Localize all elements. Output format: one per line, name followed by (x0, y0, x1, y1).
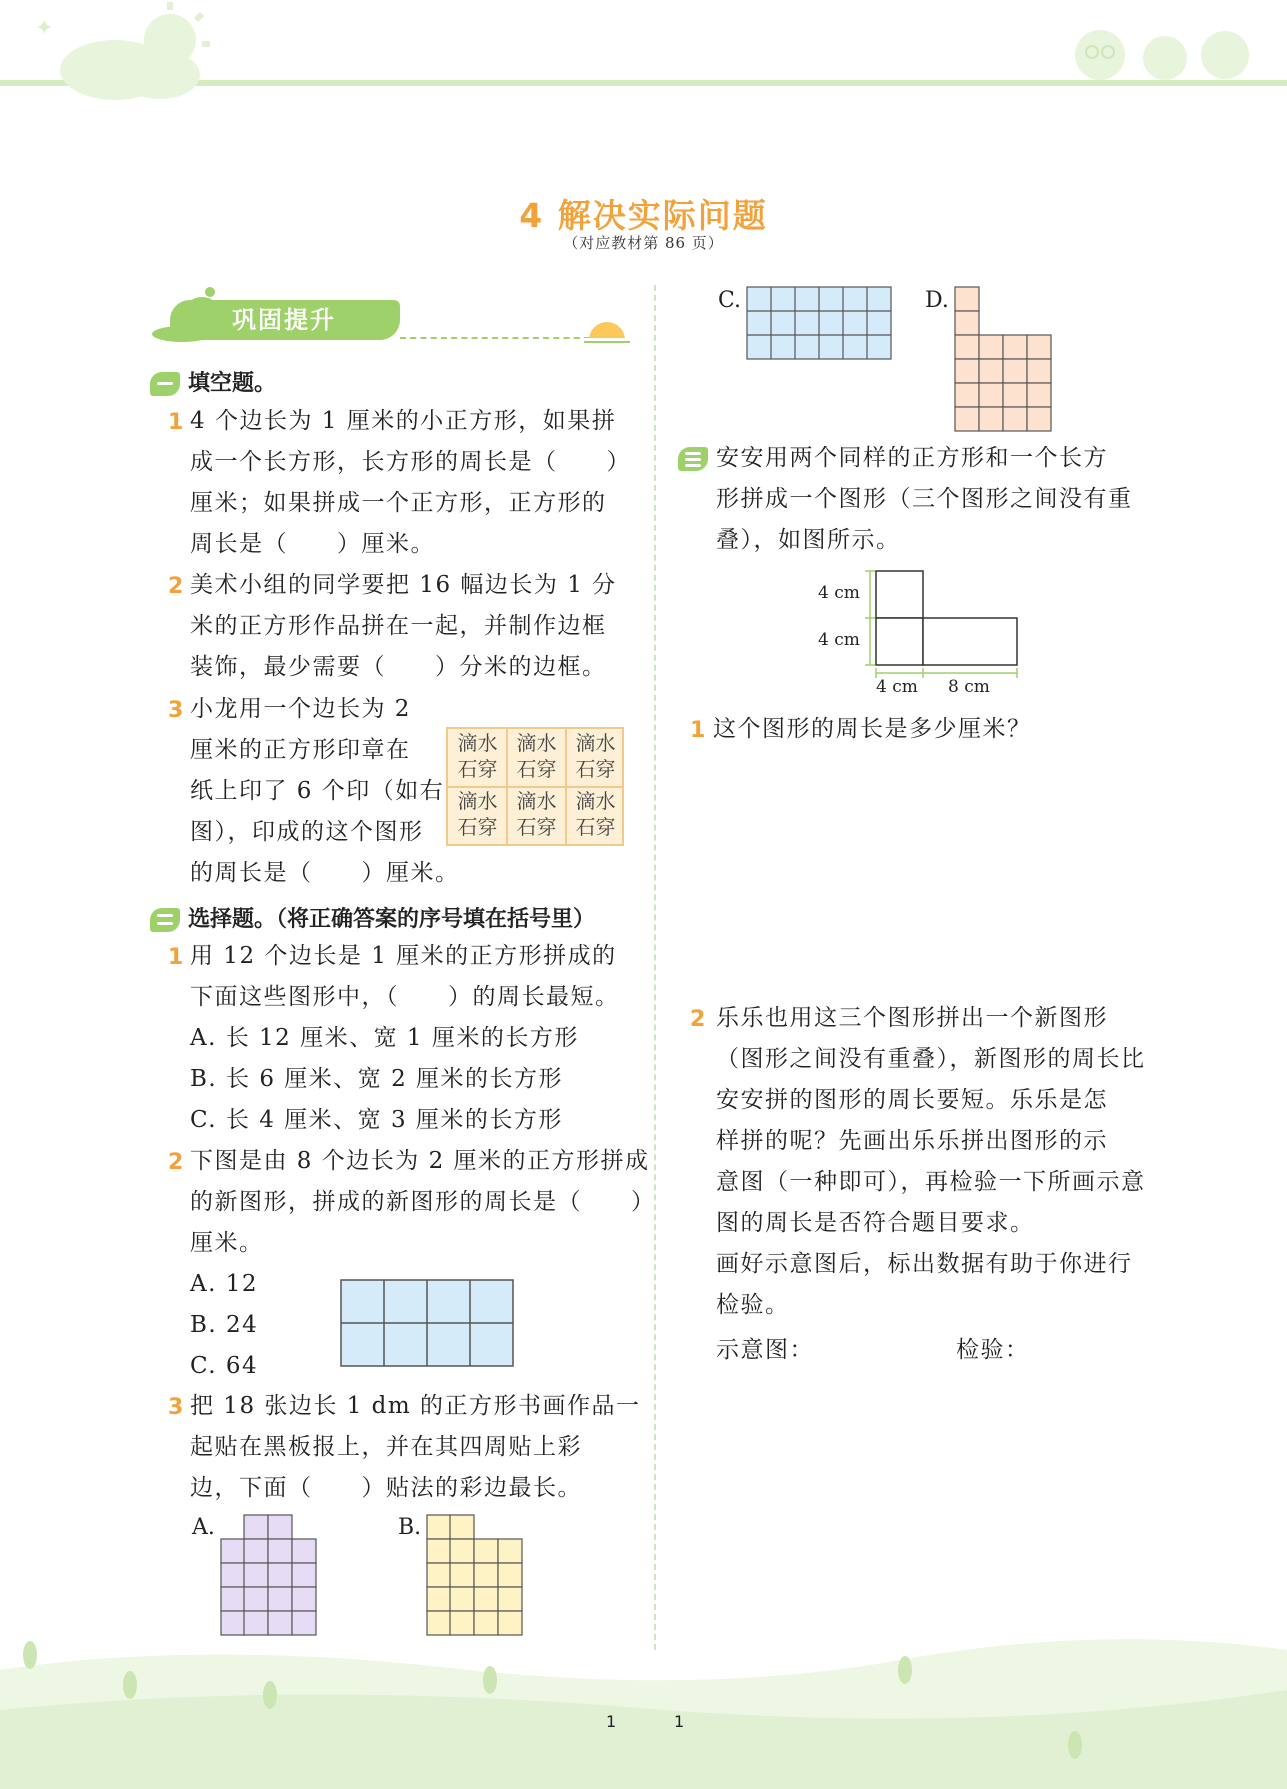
stamp-cell: 滴水 石穿 (457, 789, 498, 839)
q-number: 3 (168, 698, 184, 723)
option-a-label: A. (192, 1515, 215, 1540)
s3-intro: 安安用两个同样的正方形和一个长方 形拼成一个图形（三个图形之间没有重 叠），如图所示。 (716, 445, 1133, 553)
s3-q2-text: 乐乐也用这三个图形拼出一个新图形 （图形之间没有重叠），新图形的周长比 安安拼的图形的周长要短。乐乐是怎 样拼的呢？先画出乐乐拼出图形的示 意图（一种即可），再检验一下所画示意 图的周长是否符合题目要求。 画好示意图后，标出数据有助于你进行 检验。 (716, 1005, 1146, 1318)
section2-heading: 选择题。（将正确答案的序号填在括号里） (150, 902, 595, 933)
page-number-left: 1 (606, 1712, 617, 1731)
column-divider (654, 285, 656, 1650)
option-a-figure (220, 1514, 320, 1636)
option-b-figure (426, 1514, 526, 1636)
option-b-label: B. (398, 1515, 422, 1540)
option-c-figure (746, 286, 892, 360)
dim-width-1: 4 cm (876, 677, 918, 697)
dim-width-2: 8 cm (948, 677, 990, 697)
stamp-cell: 滴水 石穿 (575, 789, 616, 839)
section-badge-two (150, 908, 180, 932)
s1-q1-text: 4 个边长为 1 厘米的小正方形，如果拼 成一个长方形，长方形的周长是（ ） 厘米；如果拼成一个正方形，正方形的 周长是（ ）厘米。 (190, 408, 631, 557)
check-label: 检验： (956, 1337, 1030, 1363)
q-number: 1 (690, 718, 706, 743)
stamp-cell: 滴水 石穿 (575, 731, 616, 781)
page-number-right: 1 (674, 1712, 685, 1731)
s2-q2-text: 下图是由 8 个边长为 2 厘米的正方形拼成 的新图形，拼成的新图形的周长是（ ） 厘米。 A. 12 B. 24 C. 64 (190, 1148, 656, 1379)
section-banner: 巩固提升 (170, 300, 400, 340)
q-number: 2 (168, 1150, 184, 1175)
dim-height-1: 4 cm (818, 583, 860, 603)
svg-text:✦: ✦ (35, 16, 54, 41)
q-number: 1 (168, 410, 184, 435)
page-title: 4 解决实际问题 (519, 196, 768, 235)
s2-q1-text: 用 12 个边长是 1 厘米的正方形拼成的 下面这些图形中，（ ）的周长最短。 A. 长 12 厘米、宽 1 厘米的长方形 B. 长 6 厘米、宽 2 厘米的长方形 C. 长 4 厘米、宽 3 厘米的长方形 (190, 943, 620, 1133)
grid-figure-2x4 (340, 1279, 516, 1369)
option-d-figure (954, 286, 1054, 432)
s3-q1-text: 这个图形的周长是多少厘米？ (713, 716, 1032, 742)
stamp-cell: 滴水 石穿 (457, 731, 498, 781)
s1-q2-text: 美术小组的同学要把 16 幅边长为 1 分 米的正方形作品拼在一起，并制作边框 装饰，最少需要（ ）分米的边框。 (190, 572, 617, 680)
section-badge-one (150, 372, 180, 396)
q-number: 2 (168, 574, 184, 599)
q-number: 1 (168, 945, 184, 970)
sun-cloud-decoration (20, 0, 210, 115)
s1-q3-text: 小龙用一个边长为 2 厘米的正方形印章在 纸上印了 6 个印（如右 图），印成的这个图形 的周长是（ ）厘米。 (190, 696, 460, 886)
option-c-label: C. (718, 288, 742, 313)
q-number: 2 (690, 1007, 706, 1032)
q-number: 3 (168, 1395, 184, 1420)
page-subtitle: （对应教材第 86 页） (563, 234, 724, 252)
option-d-label: D. (925, 288, 949, 313)
sunset-icon (582, 312, 632, 346)
banner-line (400, 337, 590, 339)
dim-height-2: 4 cm (818, 630, 860, 650)
stamp-cell: 滴水 石穿 (516, 731, 557, 781)
diagram-label: 示意图： (716, 1337, 814, 1363)
section-badge-three (678, 447, 708, 471)
s2-q3-text: 把 18 张边长 1 dm 的正方形书画作品一 起贴在黑板报上，并在其四周贴上彩 边，下面（ ）贴法的彩边最长。 (190, 1393, 641, 1501)
stamp-cell: 滴水 石穿 (516, 789, 557, 839)
landscape-decoration (0, 1630, 1287, 1789)
stamp-figure (446, 727, 624, 846)
animal-faces-decoration (1060, 20, 1260, 85)
section1-heading: 填空题。 (150, 366, 276, 397)
